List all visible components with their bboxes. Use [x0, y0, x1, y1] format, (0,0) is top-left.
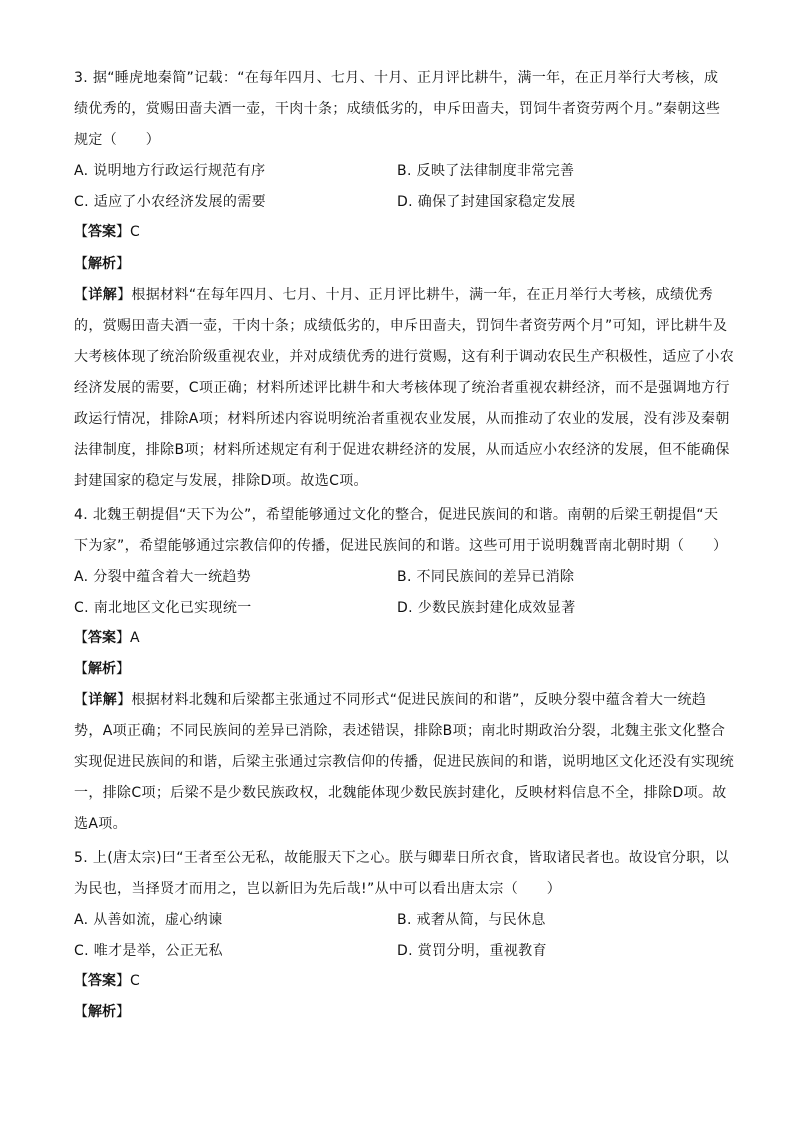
- q3-detail-line-6: 法律制度，排除B项；材料所述规定有利于促进农耕经济的发展，从而适应小农经济的发展，但不能确保: [74, 442, 730, 458]
- q4-detail-line-2: 势，A项正确；不同民族间的差异已消除，表述错误，排除B项；南北时期政治分裂，北魏主张文化整合: [74, 723, 726, 739]
- detail-text: 根据材料“在每年四月、七月、十月、正月评比耕牛，满一年，在正月举行大考核，成绩优秀: [131, 287, 714, 303]
- q4-detail-line-3: 实现促进民族间的和谐，后梁主张通过宗教信仰的传播，促进民族间的和谐，说明地区文化还没有实现统: [74, 754, 735, 770]
- answer-value: C: [130, 224, 140, 240]
- answer-label: 答案: [88, 973, 116, 989]
- q3-option-c: C. 适应了小农经济发展的需要: [74, 194, 266, 210]
- q5-stem-line-2: 为民也，当择贤才而用之，岂以新旧为先后哉!”从中可以看出唐太宗（ ）: [74, 881, 562, 897]
- detail-label: 详解: [88, 692, 118, 708]
- q3-detail-line-1: 【详解】根据材料“在每年四月、七月、十月、正月评比耕牛，满一年，在正月举行大考核，成绩优秀: [74, 287, 714, 303]
- answer-label: 答案: [88, 224, 116, 240]
- q3-option-b: B. 反映了法律制度非常完善: [397, 163, 575, 179]
- q4-detail-line-4: 一，排除C项；后梁不是少数民族政权，北魏能体现少数民族封建化，反映材料信息不全，排除D项。故: [74, 785, 727, 801]
- q5-option-b: B. 戒奢从简，与民休息: [397, 912, 546, 928]
- q3-detail-line-7: 封建国家的稳定与发展，排除D项。故选C项。: [74, 473, 368, 489]
- q5-analysis-heading: 【解析】: [74, 1004, 130, 1020]
- q5-option-c: C. 唯才是举，公正无私: [74, 943, 223, 959]
- q4-option-a: A. 分裂中蕴含着大一统趋势: [74, 569, 252, 585]
- q4-option-d: D. 少数民族封建化成效显著: [397, 600, 576, 616]
- q4-option-c: C. 南北地区文化已实现统一: [74, 600, 252, 616]
- q5-stem-line-1: 5. 上(唐太宗)曰“王者至公无私，故能服天下之心。朕与卿辈日所衣食，皆取诸民者也。故设官分职，以: [74, 850, 730, 866]
- answer-label: 答案: [88, 630, 116, 646]
- detail-label: 详解: [88, 287, 118, 303]
- q4-answer: 【答案】A: [74, 630, 140, 646]
- q4-stem-line-2: 下为家”，希望能够通过宗教信仰的传播，促进民族间的和谐。这些可用于说明魏晋南北朝时期（ ）: [74, 538, 728, 554]
- analysis-label: 解析: [88, 1004, 116, 1020]
- q4-analysis-heading: 【解析】: [74, 661, 130, 677]
- q4-detail-line-1: 【详解】根据材料北魏和后梁都主张通过不同形式“促进民族间的和谐”，反映分裂中蕴含着大一统趋: [74, 692, 707, 708]
- q4-option-b: B. 不同民族间的差异已消除: [397, 569, 575, 585]
- analysis-label: 解析: [88, 256, 116, 272]
- answer-value: C: [130, 973, 140, 989]
- q3-stem-line-2: 绩优秀的，赏赐田啬夫酒一壶，干肉十条；成绩低劣的，申斥田啬夫，罚饲牛者资劳两个月。”秦朝这些: [74, 101, 721, 117]
- q3-option-d: D. 确保了封建国家稳定发展: [397, 194, 576, 210]
- q3-option-a: A. 说明地方行政运行规范有序: [74, 163, 266, 179]
- q3-stem-line-1: 3. 据“睡虎地秦简”记载：“在每年四月、七月、十月、正月评比耕牛，满一年，在正月举行大考核，成: [74, 70, 719, 86]
- answer-value: A: [130, 630, 140, 646]
- q3-analysis-heading: 【解析】: [74, 256, 130, 272]
- q3-detail-line-2: 的，赏赐田啬夫酒一壶，干肉十条；成绩低劣的，申斥田啬夫，罚饲牛者资劳两个月”可知，评比耕牛及: [74, 318, 728, 334]
- q5-option-d: D. 赏罚分明，重视教育: [397, 943, 547, 959]
- q3-detail-line-4: 经济发展的需要，C项正确；材料所述评比耕牛和大考核体现了统治者重视农耕经济，而不是强调地方行: [74, 380, 730, 396]
- q3-answer: 【答案】C: [74, 224, 140, 240]
- q3-stem-line-3: 规定（ ）: [74, 132, 161, 148]
- q5-answer: 【答案】C: [74, 973, 140, 989]
- q4-detail-line-5: 选A项。: [74, 816, 127, 832]
- q5-option-a: A. 从善如流，虚心纳谏: [74, 912, 223, 928]
- q3-detail-line-3: 大考核体现了统治阶级重视农业，并对成绩优秀的进行赏赐，这有利于调动农民生产积极性，适应了小农: [74, 349, 735, 365]
- q4-stem-line-1: 4. 北魏王朝提倡“天下为公”，希望能够通过文化的整合，促进民族间的和谐。南朝的后梁王朝提倡“天: [74, 507, 719, 523]
- analysis-label: 解析: [88, 661, 116, 677]
- detail-text: 根据材料北魏和后梁都主张通过不同形式“促进民族间的和谐”，反映分裂中蕴含着大一统趋: [131, 692, 707, 708]
- q3-detail-line-5: 政运行情况，排除A项；材料所述内容说明统治者重视农业发展，从而推动了农业的发展，没有涉及秦朝: [74, 411, 730, 427]
